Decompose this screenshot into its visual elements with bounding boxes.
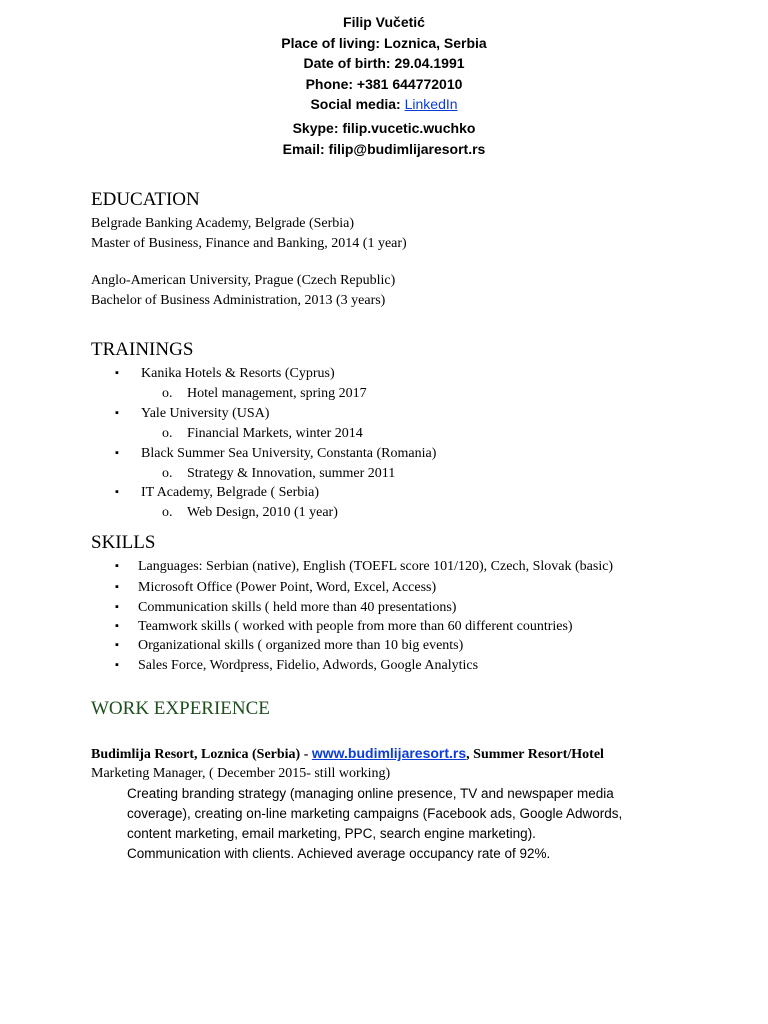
date-of-birth: Date of birth: 29.04.1991 — [303, 55, 465, 72]
skill-item: Sales Force, Wordpress, Fidelio, Adwords, Google Analytics — [138, 658, 479, 673]
trainings-heading: TRAININGS — [91, 339, 194, 360]
skill-item: Languages: Serbian (native), English (TOEFL score 101/120), Czech, Slovak (basic) — [138, 559, 614, 574]
bullet-icon: ▪ — [115, 486, 119, 498]
job-position: Marketing Manager, ( December 2015- still working) — [91, 766, 391, 781]
bullet-icon: ▪ — [115, 447, 119, 459]
full-name: Filip Vučetić — [343, 14, 425, 30]
skill-item: Microsoft Office (Power Point, Word, Excel, Access) — [138, 580, 437, 595]
contact-header — [0, 12, 768, 159]
education-degree-1: Master of Business, Finance and Banking, 2014 (1 year) — [91, 236, 407, 251]
bullet-icon: ▪ — [115, 367, 119, 379]
company-name: Budimlija Resort, Loznica (Serbia) - — [91, 747, 312, 762]
job-description-line: Creating branding strategy (managing online presence, TV and newspaper media — [127, 786, 614, 801]
skill-item: Teamwork skills ( worked with people from more than 60 different countries) — [138, 619, 573, 634]
training-subitem: Web Design, 2010 (1 year) — [187, 505, 338, 520]
education-degree-2: Bachelor of Business Administration, 2013 (3 years) — [91, 293, 386, 308]
sub-bullet-icon: o. — [162, 386, 173, 401]
phone: Phone: +381 644772010 — [305, 75, 463, 92]
training-item: Kanika Hotels & Resorts (Cyprus) — [141, 366, 335, 381]
training-subitem: Strategy & Innovation, summer 2011 — [187, 466, 396, 481]
skill-item: Communication skills ( held more than 40 presentations) — [138, 600, 457, 615]
bullet-icon: ▪ — [115, 581, 119, 593]
sub-bullet-icon: o. — [162, 505, 173, 520]
job-description-line: content marketing, email marketing, PPC, search engine marketing). — [127, 826, 536, 841]
linkedin-link[interactable]: LinkedIn — [404, 96, 458, 113]
bullet-icon: ▪ — [115, 407, 119, 419]
job-description-line: Communication with clients. Achieved average occupancy rate of 92%. — [127, 846, 551, 861]
skills-heading: SKILLS — [91, 532, 156, 553]
email: Email: filip@budimlijaresort.rs — [282, 140, 486, 157]
training-subitem: Financial Markets, winter 2014 — [187, 426, 363, 441]
place-of-living: Place of living: Loznica, Serbia — [281, 34, 487, 51]
education-school-2: Anglo-American University, Prague (Czech Republic) — [91, 273, 396, 288]
job-description-line: coverage), creating on-line marketing campaigns (Facebook ads, Google Adwords, — [127, 806, 623, 821]
bullet-icon: ▪ — [115, 620, 119, 632]
work-experience-heading: WORK EXPERIENCE — [91, 698, 270, 719]
bullet-icon: ▪ — [115, 659, 119, 671]
bullet-icon: ▪ — [115, 560, 119, 572]
training-item: Yale University (USA) — [141, 406, 270, 421]
bullet-icon: ▪ — [115, 639, 119, 651]
social-label: Social media: — [310, 96, 405, 113]
education-school-1: Belgrade Banking Academy, Belgrade (Serbia) — [91, 216, 355, 231]
training-item: IT Academy, Belgrade ( Serbia) — [141, 485, 320, 500]
training-subitem: Hotel management, spring 2017 — [187, 386, 367, 401]
sub-bullet-icon: o. — [162, 466, 173, 481]
skill-item: Organizational skills ( organized more than 10 big events) — [138, 638, 464, 653]
sub-bullet-icon: o. — [162, 426, 173, 441]
job-company-line — [91, 744, 604, 764]
bullet-icon: ▪ — [115, 601, 119, 613]
social-media — [0, 94, 768, 115]
company-website-link[interactable]: www.budimlijaresort.rs — [311, 745, 467, 761]
company-type: , Summer Resort/Hotel — [466, 747, 604, 762]
training-item: Black Summer Sea University, Constanta (Romania) — [141, 446, 437, 461]
skype: Skype: filip.vucetic.wuchko — [292, 119, 476, 136]
education-heading: EDUCATION — [91, 189, 200, 210]
